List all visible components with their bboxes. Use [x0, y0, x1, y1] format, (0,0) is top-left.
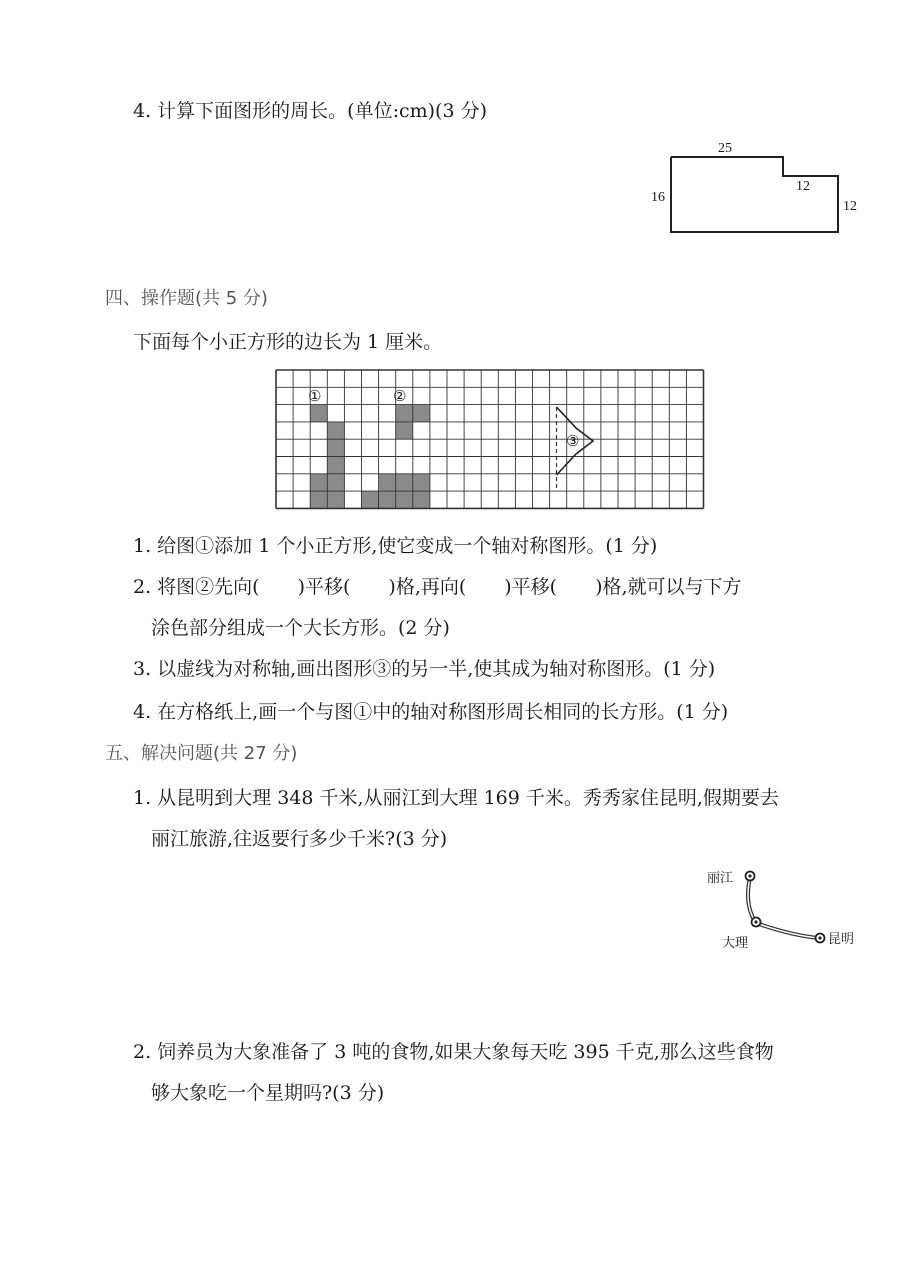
s5-q1-line2: 丽江旅游,往返要行多少千米?(3 分)	[151, 828, 448, 850]
s5-q2-line1: 2. 饲养员为大象准备了 3 吨的食物,如果大象每天吃 395 千克,那么这些食物	[133, 1041, 774, 1063]
s4-item-4: 4. 在方格纸上,画一个与图①中的轴对称图形周长相同的长方形。(1 分)	[133, 701, 729, 723]
section4-intro: 下面每个小正方形的边长为 1 厘米。	[133, 331, 443, 353]
section5-title: 五、解决问题(共 27 分)	[105, 743, 298, 764]
label-right: 12	[843, 199, 857, 214]
shaded-cell	[413, 474, 430, 491]
shaded-cells	[310, 405, 430, 509]
s4-item-2-cont: 涂色部分组成一个大长方形。(2 分)	[151, 617, 450, 639]
s4-item-3: 3. 以虚线为对称轴,画出图形③的另一半,使其成为轴对称图形。(1 分)	[133, 658, 716, 680]
marker-fig1: ①	[308, 389, 322, 405]
shaded-cell	[396, 405, 413, 422]
label-step: 12	[796, 179, 810, 194]
label-left: 16	[651, 190, 665, 205]
s5-q1-line1: 1. 从昆明到大理 348 千米,从丽江到大理 169 千米。秀秀家住昆明,假期要去	[133, 787, 779, 809]
shaded-cell	[379, 491, 396, 508]
shaded-cell	[413, 491, 430, 508]
perimeter-shape	[671, 157, 838, 232]
kunming-point	[816, 934, 825, 943]
lijiang-point	[746, 872, 755, 881]
label-lijiang: 丽江	[707, 871, 734, 886]
label-kunming: 昆明	[828, 932, 855, 947]
shaded-cell	[413, 405, 430, 422]
shaded-cell	[379, 474, 396, 491]
section4-title: 四、操作题(共 5 分)	[105, 288, 268, 309]
q4-question: 4. 计算下面图形的周长。(单位:cm)(3 分)	[133, 100, 488, 122]
shaded-cell	[327, 439, 344, 456]
dali-point	[752, 918, 761, 927]
shaded-cell	[327, 491, 344, 508]
shaded-cell	[396, 422, 413, 439]
shaded-cell	[310, 405, 327, 422]
s5-q2-line2: 够大象吃一个星期吗?(3 分)	[151, 1082, 385, 1104]
shaded-cell	[327, 422, 344, 439]
label-top: 25	[718, 141, 732, 156]
marker-fig3: ③	[566, 434, 580, 450]
s4-item-2: 2. 将图②先向( )平移( )格,再向( )平移( )格,就可以与下方	[133, 576, 742, 598]
shaded-cell	[310, 491, 327, 508]
shaded-cell	[310, 474, 327, 491]
s4-item-1: 1. 给图①添加 1 个小正方形,使它变成一个轴对称图形。(1 分)	[133, 535, 658, 557]
figure3-half	[557, 407, 594, 475]
shaded-cell	[362, 491, 379, 508]
shaded-cell	[327, 457, 344, 474]
grid-lines	[276, 370, 704, 508]
shaded-cell	[327, 474, 344, 491]
shaded-cell	[396, 491, 413, 508]
label-dali: 大理	[722, 936, 749, 951]
route-line	[748, 877, 818, 938]
shaded-cell	[396, 474, 413, 491]
marker-fig2: ②	[393, 389, 407, 405]
